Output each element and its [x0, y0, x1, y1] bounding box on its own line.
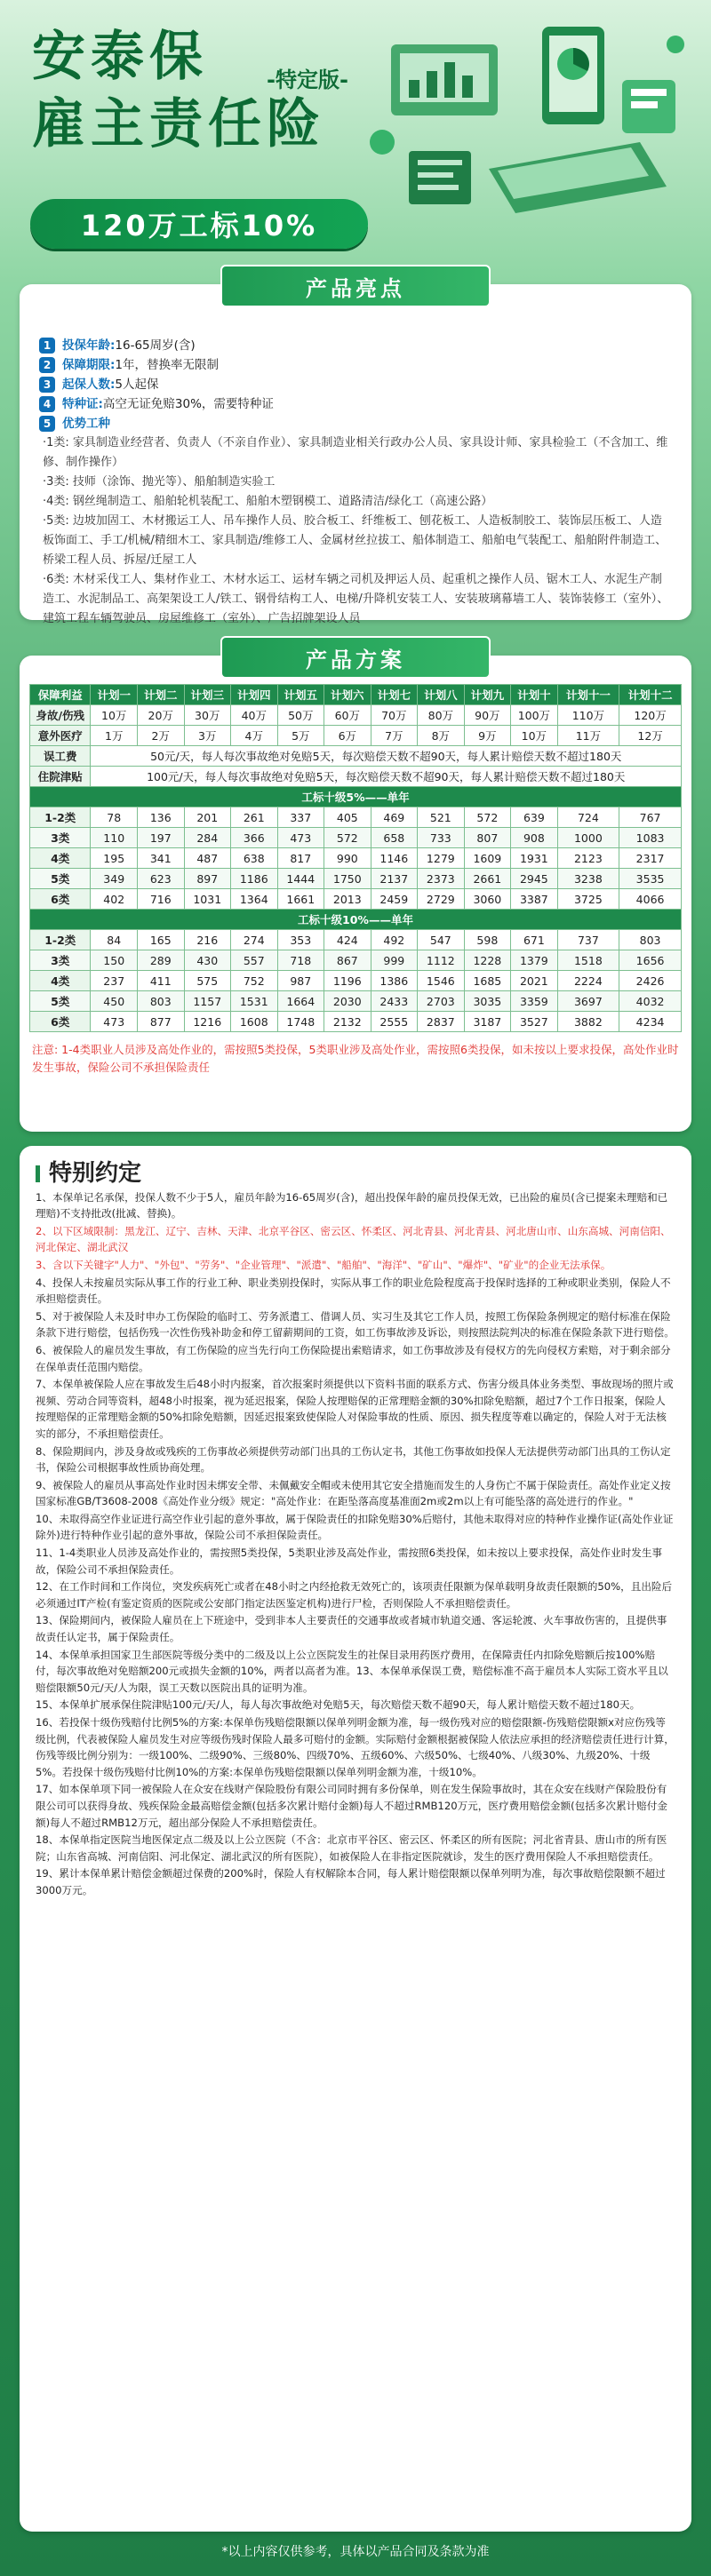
premium-cell: 1186 [231, 869, 278, 889]
business-illustration-icon [356, 18, 693, 231]
premium-cell: 658 [371, 828, 418, 848]
premium-cell: 2661 [464, 869, 511, 889]
premium-cell: 3187 [464, 1012, 511, 1032]
premium-cell: 817 [277, 848, 324, 869]
plan-cell: 30万 [184, 705, 231, 726]
plan-cell: 10万 [511, 726, 558, 746]
premium-cell: 2137 [371, 869, 418, 889]
premium-cell: 1750 [324, 869, 371, 889]
premium-cell: 366 [231, 828, 278, 848]
premium-cell: 110 [91, 828, 138, 848]
premium-cell: 3060 [464, 889, 511, 910]
premium-cell: 237 [91, 971, 138, 991]
premium-cell: 1531 [231, 991, 278, 1012]
premium-cell: 195 [91, 848, 138, 869]
premium-cell: 2703 [418, 991, 465, 1012]
highlights-title: 产品亮点 [220, 265, 491, 307]
premium-cell: 3697 [557, 991, 619, 1012]
premium-cell: 752 [231, 971, 278, 991]
footer-disclaimer: *以上内容仅供参考，具体以产品合同及条款为准 [221, 2545, 490, 2559]
premium-cell: 473 [277, 828, 324, 848]
term-paragraph: 14、本保单承担国家卫生部医院等级分类中的二级及以上公立医院发生的社保目录用药医疗费用，在保障责任内扣除免赔额后按100%赔付，每次事故绝对免赔额200元或损失金额的10%，两者以高者为准。13、本保单承保误工费，赔偿标准不高于雇员本人实际工资水平且以赔偿限额50元/天/人为限，误工天数以医院出具的证明为准。 [36, 1648, 668, 1694]
occupation-line: ·3类: 技师（涂饰、抛光等）、船舶制造实验工 [43, 475, 276, 489]
plan-cell: 7万 [371, 726, 418, 746]
premium-cell: 908 [511, 828, 558, 848]
number-badge: 5 [39, 416, 55, 432]
plan-cell: 100万 [511, 705, 558, 726]
plan-cell: 100元/天，每人每次事故绝对免赔5天，每次赔偿天数不超90天，每人累计赔偿天数不超过180天 [91, 767, 682, 787]
row-label: 1-2类 [30, 807, 91, 828]
premium-cell: 2837 [418, 1012, 465, 1032]
plan-title: 产品方案 [220, 636, 491, 679]
premium-cell: 2945 [511, 869, 558, 889]
premium-cell: 2433 [371, 991, 418, 1012]
premium-row [30, 848, 682, 869]
premium-cell: 2013 [324, 889, 371, 910]
premium-cell: 1196 [324, 971, 371, 991]
highlight-value: 16-65周岁(含) [115, 338, 196, 353]
row-label: 身故/伤残 [30, 705, 91, 726]
terms-title: 特别约定 [36, 1165, 675, 1182]
premium-cell: 1608 [231, 1012, 278, 1032]
plan-note: 注意: 1-4类职业人员涉及高处作业的，需按照5类投保，5类职业涉及高处作业，需按照6类投保，如未按以上要求投保，高处作业时发生事故，保险公司不承担保险责任 [32, 1043, 679, 1074]
premium-cell: 2021 [511, 971, 558, 991]
premium-cell: 724 [557, 807, 619, 828]
highlight-label: 起保人数: [62, 378, 116, 392]
premium-cell: 1386 [371, 971, 418, 991]
premium-cell: 2555 [371, 1012, 418, 1032]
premium-cell: 572 [464, 807, 511, 828]
term-paragraph: 2、以下区域限制：黑龙江、辽宁、吉林、天津、北京平谷区、密云区、怀柔区、河北青县、河北青县、河北唐山市、山东高城、河南信阳、河北保定、湖北武汉 [36, 1224, 671, 1254]
premium-band-label: 工标十级5%——单年 [30, 787, 682, 807]
term-paragraph: 15、本保单扩展承保住院津贴100元/天/人，每人每次事故绝对免赔5天，每次赔偿天数不超90天，每人累计赔偿天数不超过180天。 [36, 1698, 641, 1712]
premium-cell: 716 [137, 889, 184, 910]
plan-cell: 12万 [619, 726, 682, 746]
premium-cell: 1112 [418, 950, 465, 971]
premium-cell: 1157 [184, 991, 231, 1012]
premium-cell: 638 [231, 848, 278, 869]
occupation-line: ·5类: 边坡加固工、木材搬运工人、吊车操作人员、胶合板工、纤维板工、刨花板工、人造板制胶工、装饰层压板工、人造板饰面工、手工/机械/精细木工、家具制造/维修工人、金属材丝拉拔工、船体制造工、船舶电气装配工、船舶附件制造工、桥梁工程人员、拆屋/迁屋工人 [43, 514, 667, 567]
premium-cell: 1031 [184, 889, 231, 910]
plan-card [20, 647, 691, 1132]
plan-header-row [30, 685, 682, 705]
premium-row [30, 869, 682, 889]
premium-cell: 337 [277, 807, 324, 828]
plan-cell: 2万 [137, 726, 184, 746]
premium-cell: 767 [619, 807, 682, 828]
plan-header-cell: 计划九 [464, 685, 511, 705]
plan-benefit-row [30, 767, 682, 787]
plan-header-cell: 计划八 [418, 685, 465, 705]
premium-cell: 150 [91, 950, 138, 971]
premium-cell: 4066 [619, 889, 682, 910]
premium-cell: 274 [231, 930, 278, 950]
highlight-value: 高空无证免赔30%，需要特种证 [102, 397, 274, 411]
plan-cell: 5万 [277, 726, 324, 746]
term-paragraph: 17、如本保单项下同一被保险人在众安在线财产保险股份有限公司同时拥有多份保单，则在发生保险事故时，其在众安在线财产保险股份有限公司可以获得身故、残疾保险金最高赔偿金额(包括多次累计赔付金额)每人不超过RMB120万元，医疗费用赔偿金额(包括多次累计赔付金额)每人不超过RMB12万元，超出部分保险人不承担赔偿责任。 [36, 1783, 667, 1829]
premium-cell: 867 [324, 950, 371, 971]
plan-header-cell: 计划一 [91, 685, 138, 705]
premium-band-row [30, 787, 682, 807]
row-label: 误工费 [30, 746, 91, 767]
premium-cell: 1656 [619, 950, 682, 971]
plan-cell: 3万 [184, 726, 231, 746]
plan-table [29, 684, 682, 1032]
plan-cell: 90万 [464, 705, 511, 726]
premium-cell: 1444 [277, 869, 324, 889]
premium-cell: 2426 [619, 971, 682, 991]
occupation-line: ·6类: 木材采伐工人、集材作业工、木材水运工、运材车辆之司机及押运人员、起重机之操作人员、锯木工人、水泥生产制造工、水泥制品工、高架架设工人/铁工、钢骨结构工人、电梯/升降机安装工人、安装玻璃幕墙工人、装饰装修工（室外）、建筑工程车辆驾驶员、房屋维修工（室外）、广告招牌架设人员 [43, 573, 669, 625]
term-paragraph: 11、1-4类职业人员涉及高处作业的，需按照5类投保，5类职业涉及高处作业，需按照6类投保，如未按以上要求投保，高处作业时发生事故，保险公司不承担保险责任。 [36, 1546, 663, 1576]
premium-row [30, 828, 682, 848]
row-label: 4类 [30, 848, 91, 869]
highlight-value: 5人起保 [115, 378, 159, 392]
plan-header-cell: 计划三 [184, 685, 231, 705]
title-line-2: 雇主责任险 [32, 93, 325, 155]
number-badge: 1 [39, 338, 55, 354]
term-paragraph: 4、投保人未按雇员实际从事工作的行业工种、职业类别投保时，实际从事工作的职业危险程度高于投保时选择的工种或职业类别，保险人不承担赔偿责任。 [36, 1276, 671, 1306]
premium-cell: 216 [184, 930, 231, 950]
premium-band-row [30, 910, 682, 930]
premium-cell: 1379 [511, 950, 558, 971]
premium-cell: 450 [91, 991, 138, 1012]
premium-cell: 671 [511, 930, 558, 950]
premium-cell: 1546 [418, 971, 465, 991]
premium-row [30, 950, 682, 971]
premium-cell: 1000 [557, 828, 619, 848]
premium-cell: 1083 [619, 828, 682, 848]
premium-row [30, 991, 682, 1012]
row-label: 住院津贴 [30, 767, 91, 787]
plan-header-cell: 计划四 [231, 685, 278, 705]
highlight-item [39, 375, 672, 394]
highlight-label: 优势工种 [62, 417, 110, 431]
occupation-line: ·1类: 家具制造业经营者、负责人（不亲自作业）、家具制造业相关行政办公人员、家具设计师、家具检验工（不含加工、维修、制作操作） [43, 436, 668, 469]
premium-cell: 349 [91, 869, 138, 889]
number-badge: 3 [39, 377, 55, 393]
header [0, 0, 711, 242]
premium-cell: 999 [371, 950, 418, 971]
plan-benefit-row [30, 746, 682, 767]
plan-cell: 110万 [557, 705, 619, 726]
occupation-line: ·4类: 钢丝绳制造工、船舶轮机装配工、船舶木塑钢模工、道路清洁/绿化工（高速公路） [43, 495, 493, 508]
plan-header-cell: 计划十一 [557, 685, 619, 705]
row-label: 6类 [30, 889, 91, 910]
row-label: 5类 [30, 869, 91, 889]
term-paragraph: 12、在工作时间和工作岗位，突发疾病死亡或者在48小时之内经抢救无效死亡的，该项责任限额为保单载明身故责任限额的50%，且出险后必须通过IT产检(有鉴定资质的医院或公安部门指定法医鉴定机构)进行尸检，否则保险人不承担赔偿责任。 [36, 1580, 673, 1610]
tagline-banner: 120万工标10% [30, 199, 368, 249]
plan-header-cell: 计划十 [511, 685, 558, 705]
highlight-item [39, 336, 672, 355]
premium-cell: 2030 [324, 991, 371, 1012]
premium-cell: 572 [324, 828, 371, 848]
premium-band-label: 工标十级10%——单年 [30, 910, 682, 930]
highlight-label: 保障期限: [62, 358, 116, 372]
term-paragraph: 7、本保单被保险人应在事故发生后48小时内报案，首次报案时须提供以下资料书面的联系方式、伤害分级具体业务类型、事故现场的照片或视频、劳动合同等资料，超48小时报案，视为延迟报案，保险人按理赔保的正常理赔金额的30%扣除免赔额，超过7个工作日报案，保险人按理赔保的正常理赔金额的50%扣除免赔额，因延迟报案致使保险人对保险事故的性质、原因、损失程度等难以确定的，保险人对于无法核实的部分，不承担赔偿责任。 [36, 1378, 674, 1440]
term-paragraph: 9、被保险人的雇员从事高处作业时因未绑安全带、未佩戴安全帽或未使用其它安全措施而发生的人身伤亡不属于保险责任。高处作业定义按国家标准GB/T3608-2008《高处作业分级》规定："高处作业：在距坠落高度基准面2m或2m以上有可能坠落的高处进行的作业。" [36, 1478, 671, 1508]
premium-cell: 807 [464, 828, 511, 848]
term-paragraph: 1、本保单记名承保，投保人数不少于5人，雇员年龄为16-65周岁(含)，超出投保年龄的雇员投保无效，已出险的雇员(含已提案未理赔和已理赔)不支持批改(批减、替换)。 [36, 1190, 668, 1220]
highlight-value: 1年，替换率无限制 [115, 358, 219, 372]
edition-label: -特定版- [267, 68, 348, 92]
premium-cell: 1661 [277, 889, 324, 910]
premium-cell: 2373 [418, 869, 465, 889]
highlights-list [20, 284, 691, 643]
premium-cell: 1279 [418, 848, 465, 869]
premium-cell: 289 [137, 950, 184, 971]
plan-header-cell: 计划七 [371, 685, 418, 705]
row-label: 意外医疗 [30, 726, 91, 746]
title-line-1: 安泰保 [32, 26, 208, 88]
term-paragraph: 10、未取得高空作业证进行高空作业引起的意外事故，属于保险责任的扣除免赔30%后赔付，其他未取得对应的特种作业操作证(高处作业证除外)进行特种作业引起的意外事故，保险公司不承担保险责任。 [36, 1512, 674, 1542]
premium-cell: 737 [557, 930, 619, 950]
plan-cell: 20万 [137, 705, 184, 726]
premium-cell: 165 [137, 930, 184, 950]
premium-cell: 990 [324, 848, 371, 869]
premium-cell: 2224 [557, 971, 619, 991]
premium-cell: 84 [91, 930, 138, 950]
premium-cell: 424 [324, 930, 371, 950]
highlight-label: 特种证: [62, 397, 103, 411]
premium-cell: 1664 [277, 991, 324, 1012]
premium-cell: 284 [184, 828, 231, 848]
plan-header-cell: 计划六 [324, 685, 371, 705]
premium-cell: 575 [184, 971, 231, 991]
premium-cell: 987 [277, 971, 324, 991]
premium-cell: 557 [231, 950, 278, 971]
number-badge: 2 [39, 357, 55, 373]
premium-row [30, 1012, 682, 1032]
premium-cell: 402 [91, 889, 138, 910]
row-label: 3类 [30, 950, 91, 971]
term-paragraph: 19、累计本保单累计赔偿金额超过保费的200%时，保险人有权解除本合同，每人累计赔偿限额以保单列明为准，每次事故赔偿限额不超过3000万元。 [36, 1867, 666, 1896]
plan-cell: 9万 [464, 726, 511, 746]
plan-cell: 120万 [619, 705, 682, 726]
premium-cell: 803 [619, 930, 682, 950]
premium-cell: 473 [91, 1012, 138, 1032]
plan-cell: 11万 [557, 726, 619, 746]
premium-row [30, 930, 682, 950]
premium-row [30, 889, 682, 910]
term-paragraph: 18、本保单指定医院当地医保定点二级及以上公立医院（不含：北京市平谷区、密云区、怀柔区的所有医院；河北省青县、唐山市的所有医院；山东省高城、河南信阳、河北保定、湖北武汉的所有医院），如被保险人在非指定医院就诊，发生的医疗费用保险人不承担赔偿责任。 [36, 1833, 667, 1863]
terms-card [20, 1146, 691, 2532]
premium-cell: 411 [137, 971, 184, 991]
premium-cell: 2317 [619, 848, 682, 869]
premium-cell: 341 [137, 848, 184, 869]
premium-cell: 4032 [619, 991, 682, 1012]
term-paragraph: 16、若投保十级伤残赔付比例5%的方案:本保单伤残赔偿限额以保单列明金额为准，每一级伤残对应的赔偿限额-伤残赔偿限额x对应伤残等级比例，代表被保险人雇员发生对应等级伤残时保险人最多可赔付的金额。实际赔付金额根据被保险人依法应承担的经济赔偿责任进行计算，伤残等级比例分别为：一级100%、二级90%、三级80%、四级70%、五级60%、六级50%、七级40%、八级30%、九级20%、十级5%。若投保十级伤残赔付比例10%的方案:本保单伤残赔偿限额以保单列明金额为准，十级10%。 [36, 1716, 675, 1778]
premium-cell: 197 [137, 828, 184, 848]
row-label: 6类 [30, 1012, 91, 1032]
highlight-item [39, 394, 672, 414]
plan-cell: 10万 [91, 705, 138, 726]
premium-cell: 3238 [557, 869, 619, 889]
premium-row [30, 971, 682, 991]
premium-cell: 3535 [619, 869, 682, 889]
premium-cell: 1748 [277, 1012, 324, 1032]
premium-cell: 201 [184, 807, 231, 828]
premium-cell: 1609 [464, 848, 511, 869]
plan-cell: 6万 [324, 726, 371, 746]
premium-cell: 598 [464, 930, 511, 950]
plan-header-cell: 计划五 [277, 685, 324, 705]
plan-cell: 60万 [324, 705, 371, 726]
plan-benefit-row [30, 705, 682, 726]
highlight-label: 投保年龄: [62, 338, 116, 353]
row-label: 4类 [30, 971, 91, 991]
premium-cell: 78 [91, 807, 138, 828]
premium-cell: 718 [277, 950, 324, 971]
term-paragraph: 6、被保险人的雇员发生事故，有工伤保险的应当先行向工伤保险提出索赔请求，如工伤事故涉及有侵权方的先向侵权方索赔，对于剩余部分在保单责任范围内赔偿。 [36, 1343, 671, 1373]
premium-cell: 1685 [464, 971, 511, 991]
premium-cell: 405 [324, 807, 371, 828]
row-label: 5类 [30, 991, 91, 1012]
premium-cell: 3387 [511, 889, 558, 910]
highlights-card [20, 275, 691, 625]
premium-cell: 1364 [231, 889, 278, 910]
premium-cell: 2459 [371, 889, 418, 910]
premium-cell: 521 [418, 807, 465, 828]
term-paragraph: 13、保险期间内，被保险人雇员在上下班途中，受到非本人主要责任的交通事故或者城市轨道交通、客运轮渡、火车事故伤害的，且提供事故责任认定书，属于保险责任。 [36, 1614, 667, 1644]
premium-cell: 3035 [464, 991, 511, 1012]
premium-cell: 4234 [619, 1012, 682, 1032]
plan-cell: 40万 [231, 705, 278, 726]
premium-cell: 547 [418, 930, 465, 950]
premium-cell: 469 [371, 807, 418, 828]
premium-cell: 733 [418, 828, 465, 848]
premium-cell: 3527 [511, 1012, 558, 1032]
premium-cell: 3359 [511, 991, 558, 1012]
premium-cell: 2132 [324, 1012, 371, 1032]
term-paragraph: 5、对于被保险人未及时申办工伤保险的临时工、劳务派遣工、借调人员、实习生及其它工作人员，按照工伤保险条例规定的赔付标准在保险条款下进行赔偿，包括伤残一次性伤残补助金和停工留薪期间的工资，如工伤事故涉及诉讼，则按照法院判决的标准在保险条款下进行赔偿。 [36, 1309, 675, 1340]
plan-cell: 8万 [418, 726, 465, 746]
plan-cell: 80万 [418, 705, 465, 726]
term-paragraph: 3、含以下关键字"人力"、"外包"、"劳务"、"企业管理"、"派遣"、"船舶"、"海洋"、"矿山"、"爆炸"、"矿业"的企业无法承保。 [36, 1258, 611, 1271]
plan-header-cell: 计划二 [137, 685, 184, 705]
plan-cell: 50万 [277, 705, 324, 726]
plan-cell: 1万 [91, 726, 138, 746]
premium-cell: 487 [184, 848, 231, 869]
term-paragraph: 8、保险期间内，涉及身故或残疾的工伤事故必须提供劳动部门出具的工伤认定书，其他工伤事故如投保人无法提供劳动部门出具的工伤认定书，保险公司根据事故性质协商处理。 [36, 1444, 671, 1475]
plan-header-cell: 计划十二 [619, 685, 682, 705]
premium-cell: 3882 [557, 1012, 619, 1032]
premium-cell: 639 [511, 807, 558, 828]
plan-cell: 4万 [231, 726, 278, 746]
premium-row [30, 807, 682, 828]
premium-cell: 897 [184, 869, 231, 889]
row-label: 3类 [30, 828, 91, 848]
premium-cell: 2729 [418, 889, 465, 910]
plan-cell: 70万 [371, 705, 418, 726]
premium-cell: 1931 [511, 848, 558, 869]
premium-cell: 2123 [557, 848, 619, 869]
premium-cell: 877 [137, 1012, 184, 1032]
row-label: 1-2类 [30, 930, 91, 950]
premium-cell: 1228 [464, 950, 511, 971]
premium-cell: 3725 [557, 889, 619, 910]
premium-cell: 261 [231, 807, 278, 828]
highlight-item [39, 355, 672, 375]
premium-cell: 136 [137, 807, 184, 828]
premium-cell: 803 [137, 991, 184, 1012]
premium-cell: 1518 [557, 950, 619, 971]
premium-cell: 492 [371, 930, 418, 950]
premium-cell: 1216 [184, 1012, 231, 1032]
plan-header-cell: 保障利益 [30, 685, 91, 705]
premium-cell: 623 [137, 869, 184, 889]
premium-cell: 353 [277, 930, 324, 950]
premium-cell: 1146 [371, 848, 418, 869]
terms-body [20, 1146, 691, 1909]
plan-cell: 50元/天，每人每次事故绝对免赔5天，每次赔偿天数不超90天，每人累计赔偿天数不超过180天 [91, 746, 682, 767]
plan-benefit-row [30, 726, 682, 746]
highlight-item [39, 414, 672, 433]
number-badge: 4 [39, 396, 55, 412]
premium-cell: 430 [184, 950, 231, 971]
